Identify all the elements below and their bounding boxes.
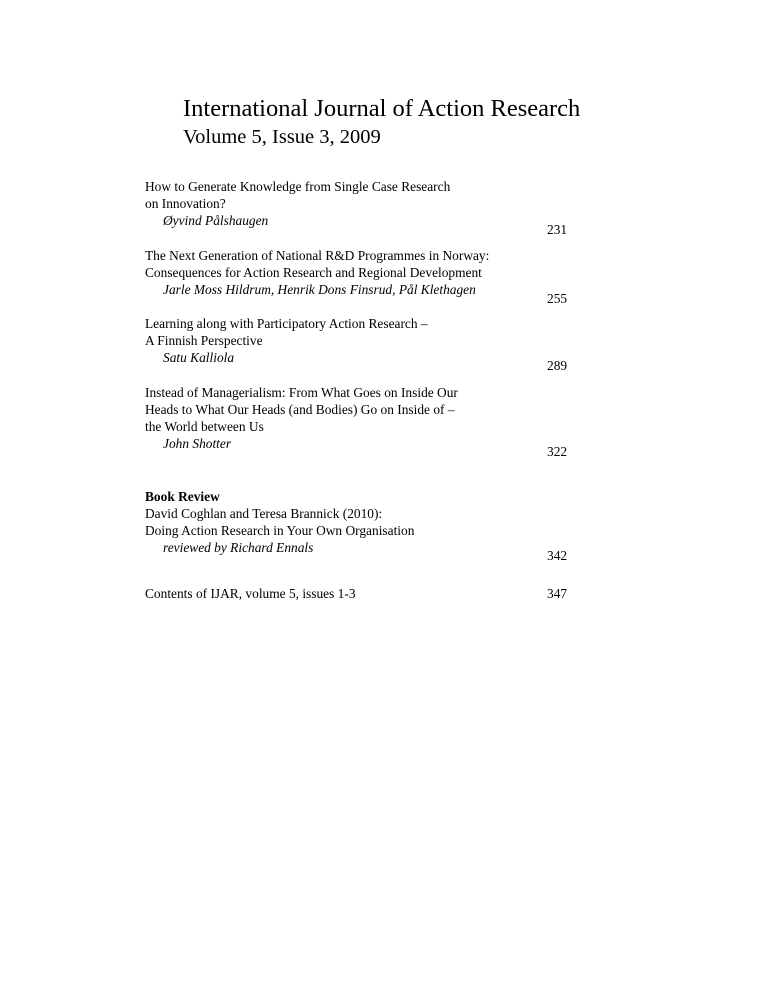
entry-title-line: The Next Generation of National R&D Programmes in Norway: [145, 248, 490, 263]
index-entry-page-number: 347 [547, 586, 568, 601]
journal-issue: Volume 5, Issue 3, 2009 [183, 126, 381, 148]
entry-page-number: 322 [547, 444, 568, 459]
entry-title-line: Instead of Managerialism: From What Goes on Inside Our [145, 385, 458, 400]
book-review-reviewer: reviewed by Richard Ennals [163, 540, 314, 555]
entry-author: Jarle Moss Hildrum, Henrik Dons Finsrud, Pål Klethagen [163, 282, 476, 297]
journal-title: International Journal of Action Research [183, 95, 581, 122]
book-review-page-number: 342 [547, 548, 568, 563]
entry-title-line: on Innovation? [145, 196, 226, 211]
entry-title-line: Heads to What Our Heads (and Bodies) Go on Inside of – [145, 402, 455, 417]
entry-title-line: A Finnish Perspective [145, 333, 263, 348]
entry-title-line: the World between Us [145, 419, 264, 434]
entry-title-line: Learning along with Participatory Action Research – [145, 316, 428, 331]
entry-author: Satu Kalliola [163, 350, 235, 365]
entry-title-line: Consequences for Action Research and Regional Development [145, 265, 482, 280]
entry-page-number: 231 [547, 222, 568, 237]
book-review-title-line: Doing Action Research in Your Own Organisation [145, 523, 415, 538]
entry-author: John Shotter [163, 436, 232, 451]
book-review-heading: Book Review [145, 489, 220, 504]
book-review-title-line: David Coghlan and Teresa Brannick (2010): [145, 506, 383, 521]
entry-author: Øyvind Pålshaugen [163, 213, 269, 228]
entry-page-number: 289 [547, 358, 568, 373]
entry-title-line: How to Generate Knowledge from Single Case Research [145, 179, 451, 194]
entry-page-number: 255 [547, 291, 568, 306]
index-entry-label: Contents of IJAR, volume 5, issues 1-3 [145, 586, 356, 601]
